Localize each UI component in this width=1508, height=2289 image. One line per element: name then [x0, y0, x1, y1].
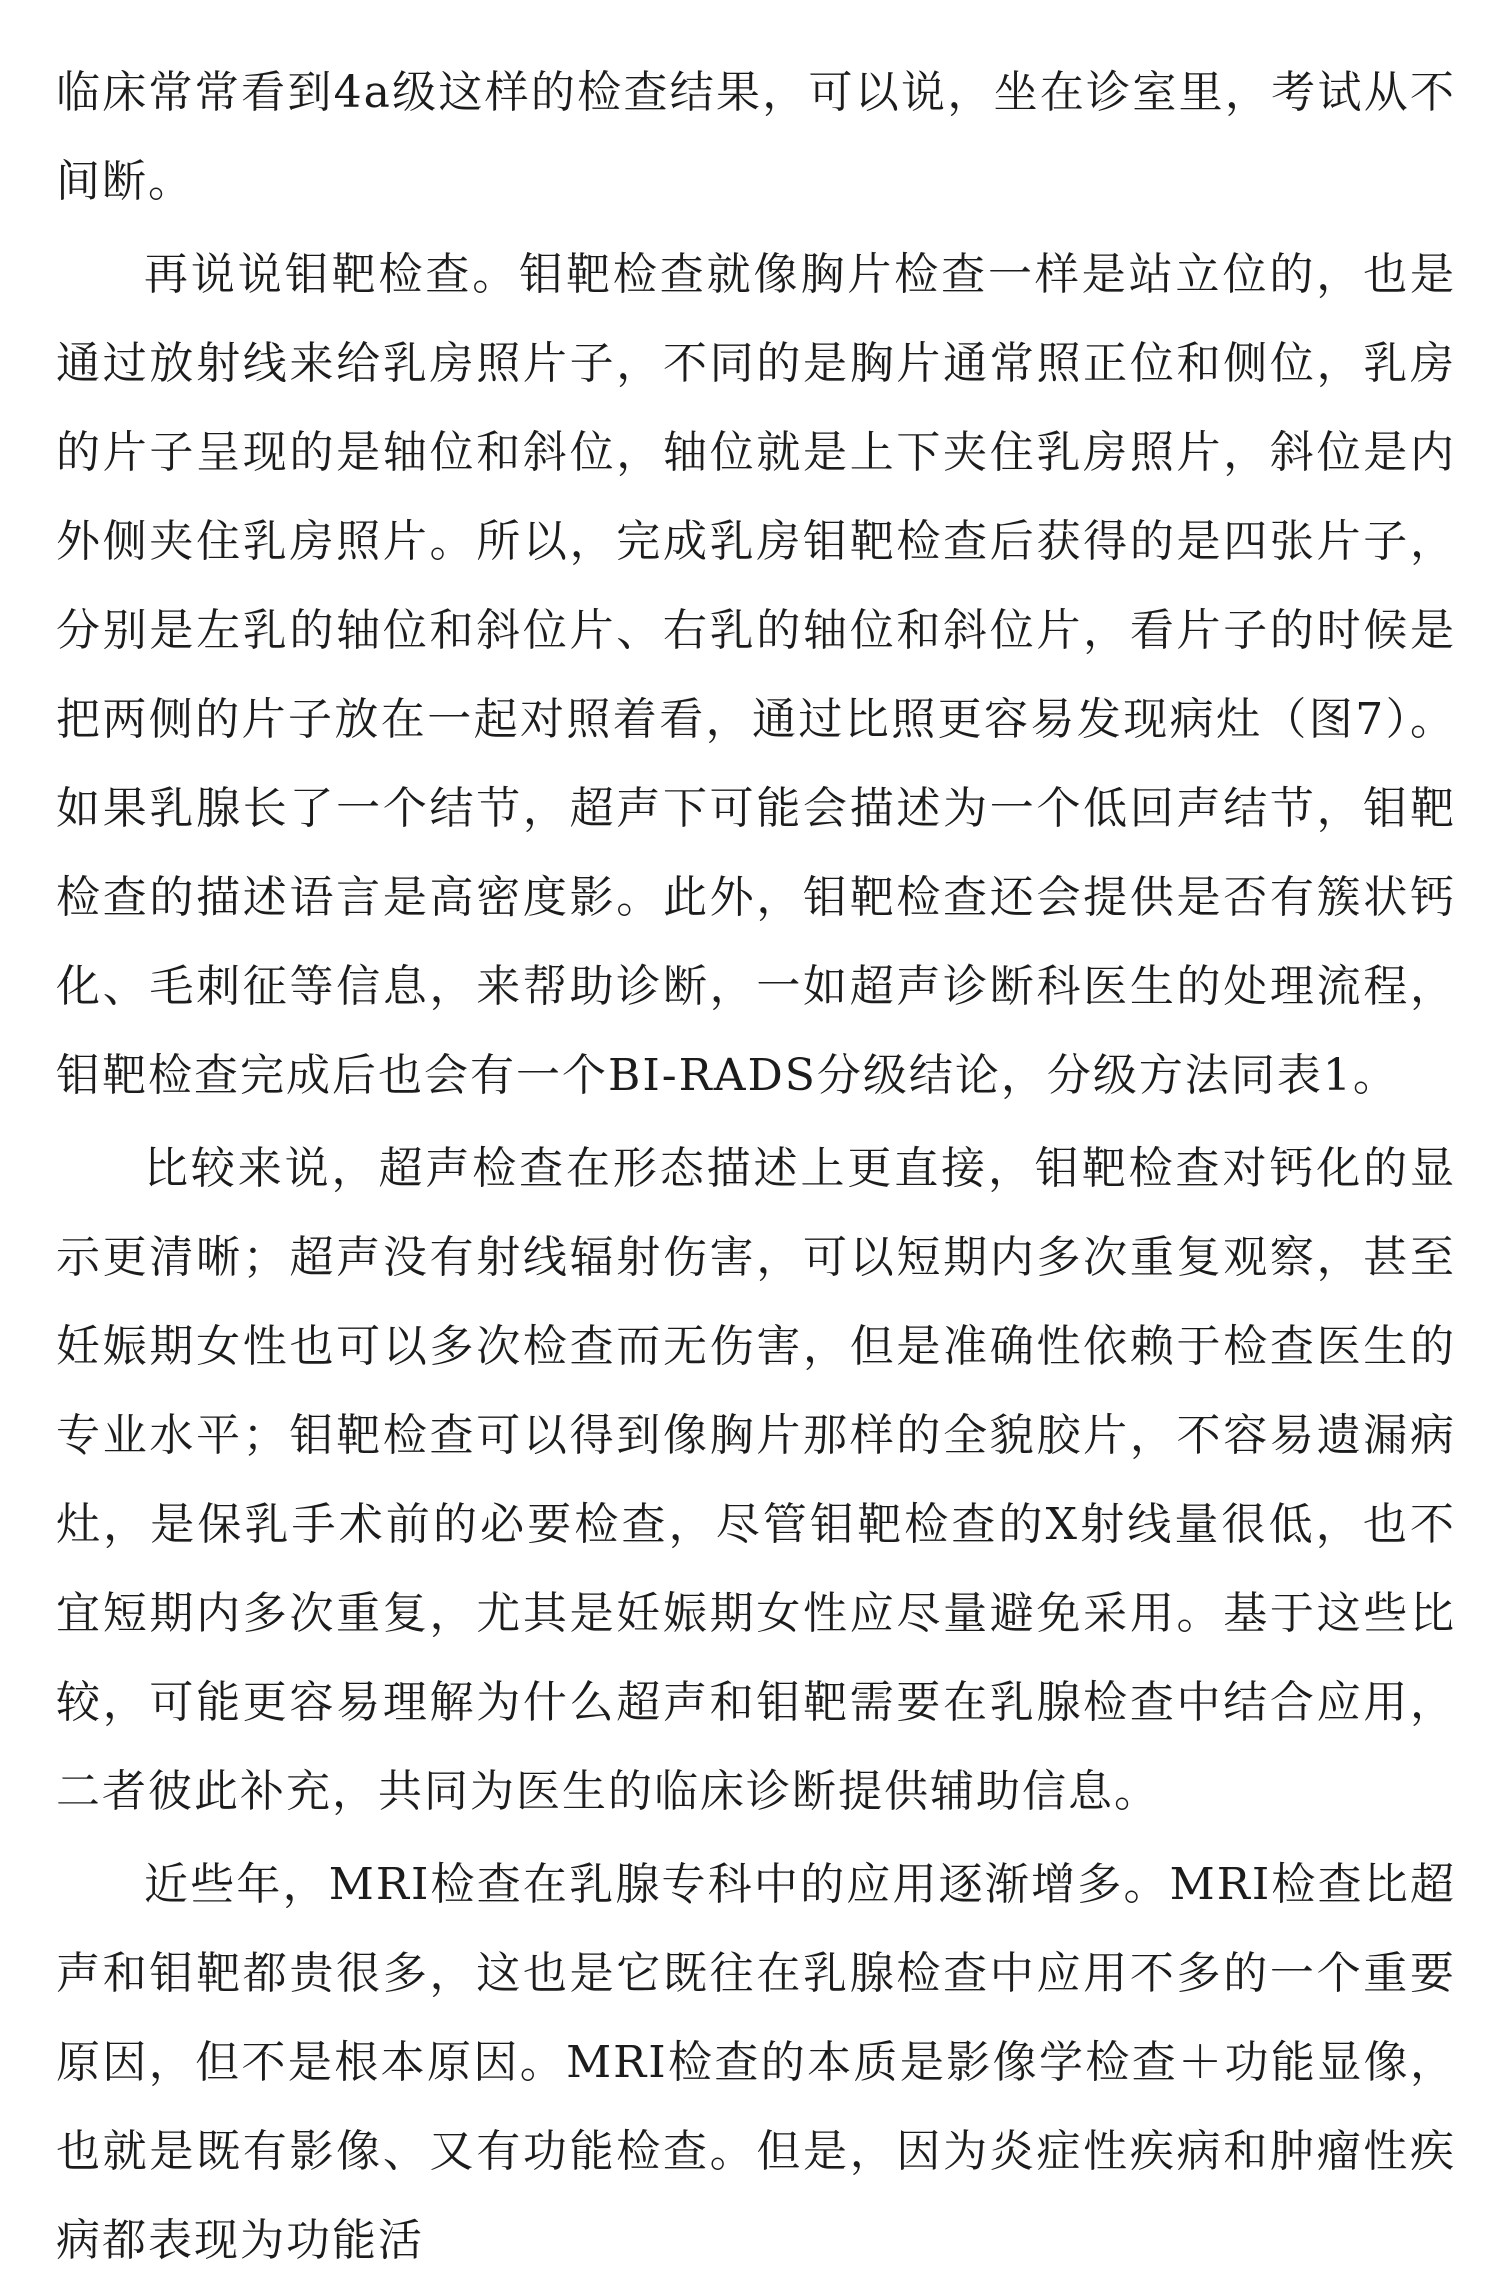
paragraph-mammography: 再说说钼靶检查。钼靶检查就像胸片检查一样是站立位的，也是通过放射线来给乳房照片子，不同的是胸片通常照正位和侧位，乳房的片子呈现的是轴位和斜位，轴位就是上下夹住乳房照片，斜位是内外侧夹住乳房照片。所以，完成乳房钼靶检查后获得的是四张片子，分别是左乳的轴位和斜位片、右乳的轴位和斜位片，看片子的时候是把两侧的片子放在一起对照着看，通过比照更容易发现病灶（图7）。如果乳腺长了一个结节，超声下可能会描述为一个低回声结节，钼靶检查的描述语言是高密度影。此外，钼靶检查还会提供是否有簇状钙化、毛刺征等信息，来帮助诊断，一如超声诊断科医生的处理流程，钼靶检查完成后也会有一个BI-RADS分级结论，分级方法同表1。 — [56, 249, 1456, 1101]
paragraph-continuation: 临床常常看到4a级这样的检查结果，可以说，坐在诊室里，考试从不间断。 — [56, 67, 1456, 207]
paragraph-mri: 近些年，MRI检查在乳腺专科中的应用逐渐增多。MRI检查比超声和钼靶都贵很多，这也是它既往在乳腺检查中应用不多的一个重要原因，但不是根本原因。MRI检查的本质是影像学检查＋功能显像，也就是既有影像、又有功能检查。但是，因为炎症性疾病和肿瘤性疾病都表现为功能活 — [56, 1859, 1456, 2266]
paragraph-comparison: 比较来说，超声检查在形态描述上更直接，钼靶检查对钙化的显示更清晰；超声没有射线辐射伤害，可以短期内多次重复观察，甚至妊娠期女性也可以多次检查而无伤害，但是准确性依赖于检查医生的专业水平；钼靶检查可以得到像胸片那样的全貌胶片，不容易遗漏病灶，是保乳手术前的必要检查，尽管钼靶检查的X射线量很低，也不宜短期内多次重复，尤其是妊娠期女性应尽量避免采用。基于这些比较，可能更容易理解为什么超声和钼靶需要在乳腺检查中结合应用，二者彼此补充，共同为医生的临床诊断提供辅助信息。 — [56, 1143, 1456, 1817]
document-page — [56, 48, 1456, 2289]
